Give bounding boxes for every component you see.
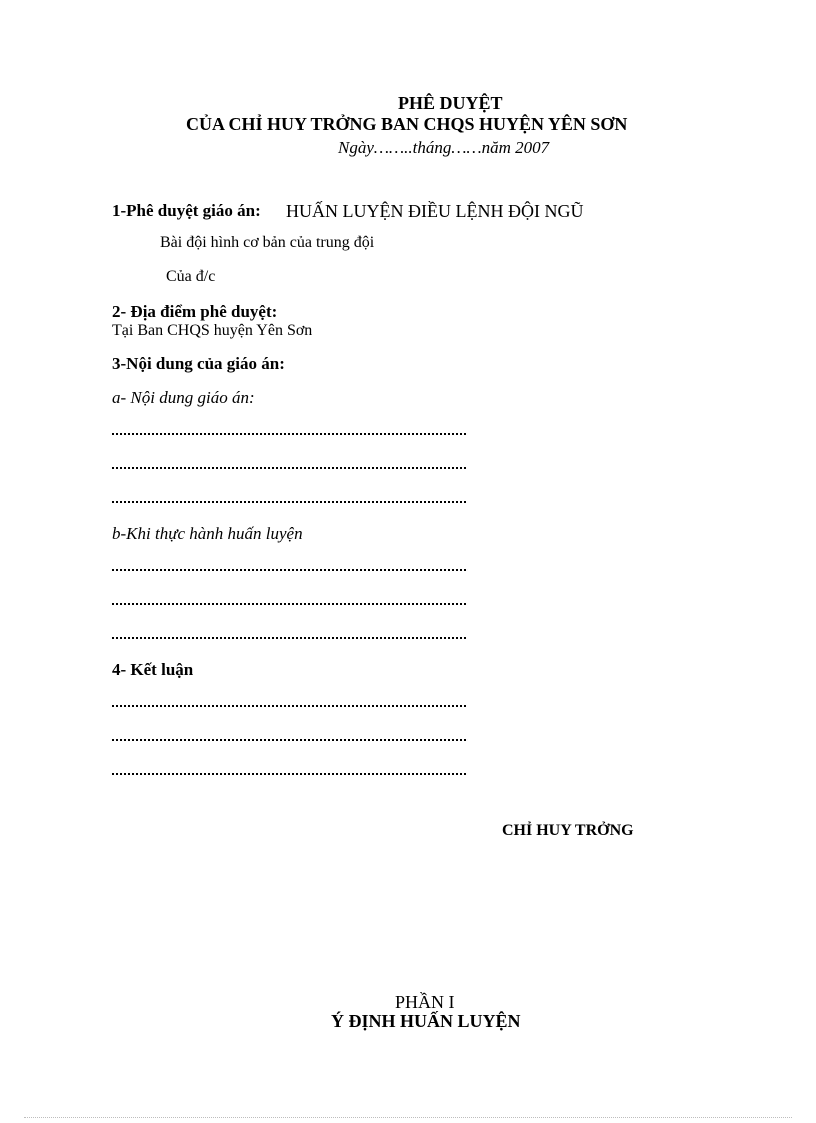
section1-plan-title: HUẤN LUYỆN ĐIỀU LỆNH ĐỘI NGŨ: [286, 201, 584, 221]
approval-authority: CỦA CHỈ HUY TRỞNG BAN CHQS HUYỆN YÊN SƠN: [186, 114, 628, 134]
dotted-fill-line: [112, 773, 466, 775]
approval-date: Ngày……..tháng……năm 2007: [338, 138, 550, 157]
page-bottom-rule: [24, 1117, 792, 1118]
dotted-fill-line: [112, 501, 466, 503]
dotted-fill-line: [112, 603, 466, 605]
dotted-fill-line: [112, 739, 466, 741]
section4-label: 4- Kết luận: [112, 660, 194, 679]
section3-sub-a: a- Nội dung giáo án:: [112, 388, 255, 407]
approval-title: PHÊ DUYỆT: [398, 93, 503, 113]
dotted-fill-line: [112, 569, 466, 571]
dotted-fill-line: [112, 637, 466, 639]
part-number: PHẦN I: [395, 992, 455, 1012]
section1-label: 1-Phê duyệt giáo án:: [112, 201, 261, 220]
section2-label: 2- Địa điểm phê duyệt:: [112, 302, 278, 321]
section2-location: Tại Ban CHQS huyện Yên Sơn: [112, 322, 313, 339]
part-title: Ý ĐỊNH HUẤN LUYỆN: [331, 1011, 521, 1031]
dotted-fill-line: [112, 705, 466, 707]
section3-sub-b: b-Khi thực hành huấn luyện: [112, 524, 303, 543]
section3-label: 3-Nội dung của giáo án:: [112, 354, 285, 373]
dotted-fill-line: [112, 467, 466, 469]
section1-comrade: Của đ/c: [166, 268, 216, 285]
dotted-fill-line: [112, 433, 466, 435]
section1-lesson: Bài đội hình cơ bản của trung đội: [160, 234, 375, 251]
signature-title: CHỈ HUY TRỞNG: [502, 822, 634, 839]
